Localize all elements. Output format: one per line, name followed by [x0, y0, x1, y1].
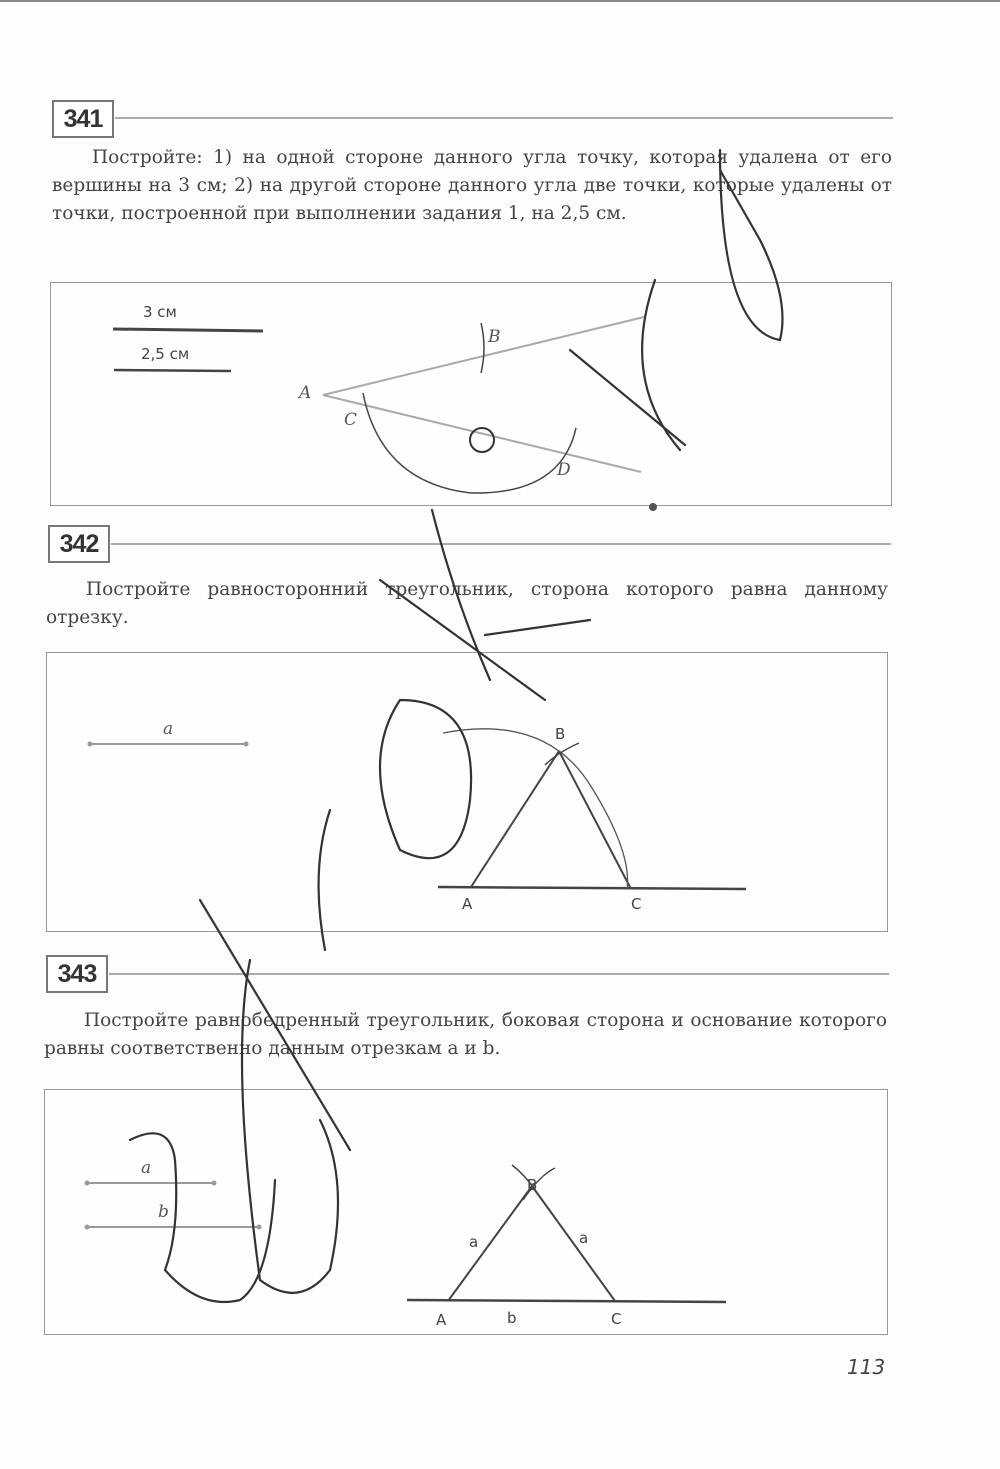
point-label-a: A: [462, 895, 473, 913]
point-label-d: D: [557, 460, 571, 480]
exercise-341-text: [52, 144, 892, 228]
point-label-a: A: [299, 383, 312, 403]
exercise-341-drawing-area[interactable]: [50, 282, 892, 506]
point-label-b: B: [527, 1176, 538, 1194]
point-label-c: C: [611, 1310, 622, 1328]
page-number: 113: [847, 1355, 886, 1379]
exercise-number-343: 343: [46, 955, 108, 993]
segment-label-2-5cm: 2,5 см: [141, 345, 190, 363]
side-label-ac: b: [507, 1309, 517, 1327]
exercise-341-paragraph: Постройте: 1) на одной стороне данного угла точку, которая удалена от его вершины на 3 см; 2) на другой стороне данного угла две точки, которые удалены от точки, построенной при выполнении задания 1, на 2,5 см.: [52, 147, 892, 224]
side-label-bc: a: [579, 1229, 589, 1247]
point-label-a: A: [436, 1311, 447, 1329]
segment-label-a: a: [163, 719, 174, 739]
point-label-c: C: [344, 410, 358, 430]
angle-construction-figure: [51, 283, 891, 505]
point-label-b: B: [488, 327, 501, 347]
side-label-ab: a: [469, 1233, 479, 1251]
exercise-number-341: 341: [52, 100, 114, 138]
segment-label-a: a: [141, 1158, 152, 1178]
isosceles-triangle-figure: [45, 1090, 887, 1334]
exercise-343-paragraph: Постройте равнобедренный треугольник, боковая сторона и основание которого равны соответственно данным отрезкам a и b.: [44, 1010, 887, 1059]
exercise-343-drawing-area[interactable]: [44, 1089, 888, 1335]
point-label-c: C: [631, 895, 642, 913]
exercise-343-rule: [109, 973, 889, 975]
exercise-342-rule: [111, 543, 891, 545]
exercise-342-drawing-area[interactable]: [46, 652, 888, 932]
exercise-342-paragraph: Постройте равносторонний треугольник, сторона которого равна данному отрезку.: [46, 579, 888, 628]
segment-label-3cm: 3 см: [143, 303, 177, 321]
exercise-343-text: [44, 1007, 887, 1063]
exercise-number-342: 342: [48, 525, 110, 563]
point-label-b: B: [555, 725, 566, 743]
exercise-341-rule: [115, 117, 893, 119]
segment-label-b: b: [158, 1202, 169, 1222]
equilateral-triangle-figure: [47, 653, 887, 931]
page-top-border: [0, 0, 1000, 2]
exercise-342-text: [46, 576, 888, 632]
